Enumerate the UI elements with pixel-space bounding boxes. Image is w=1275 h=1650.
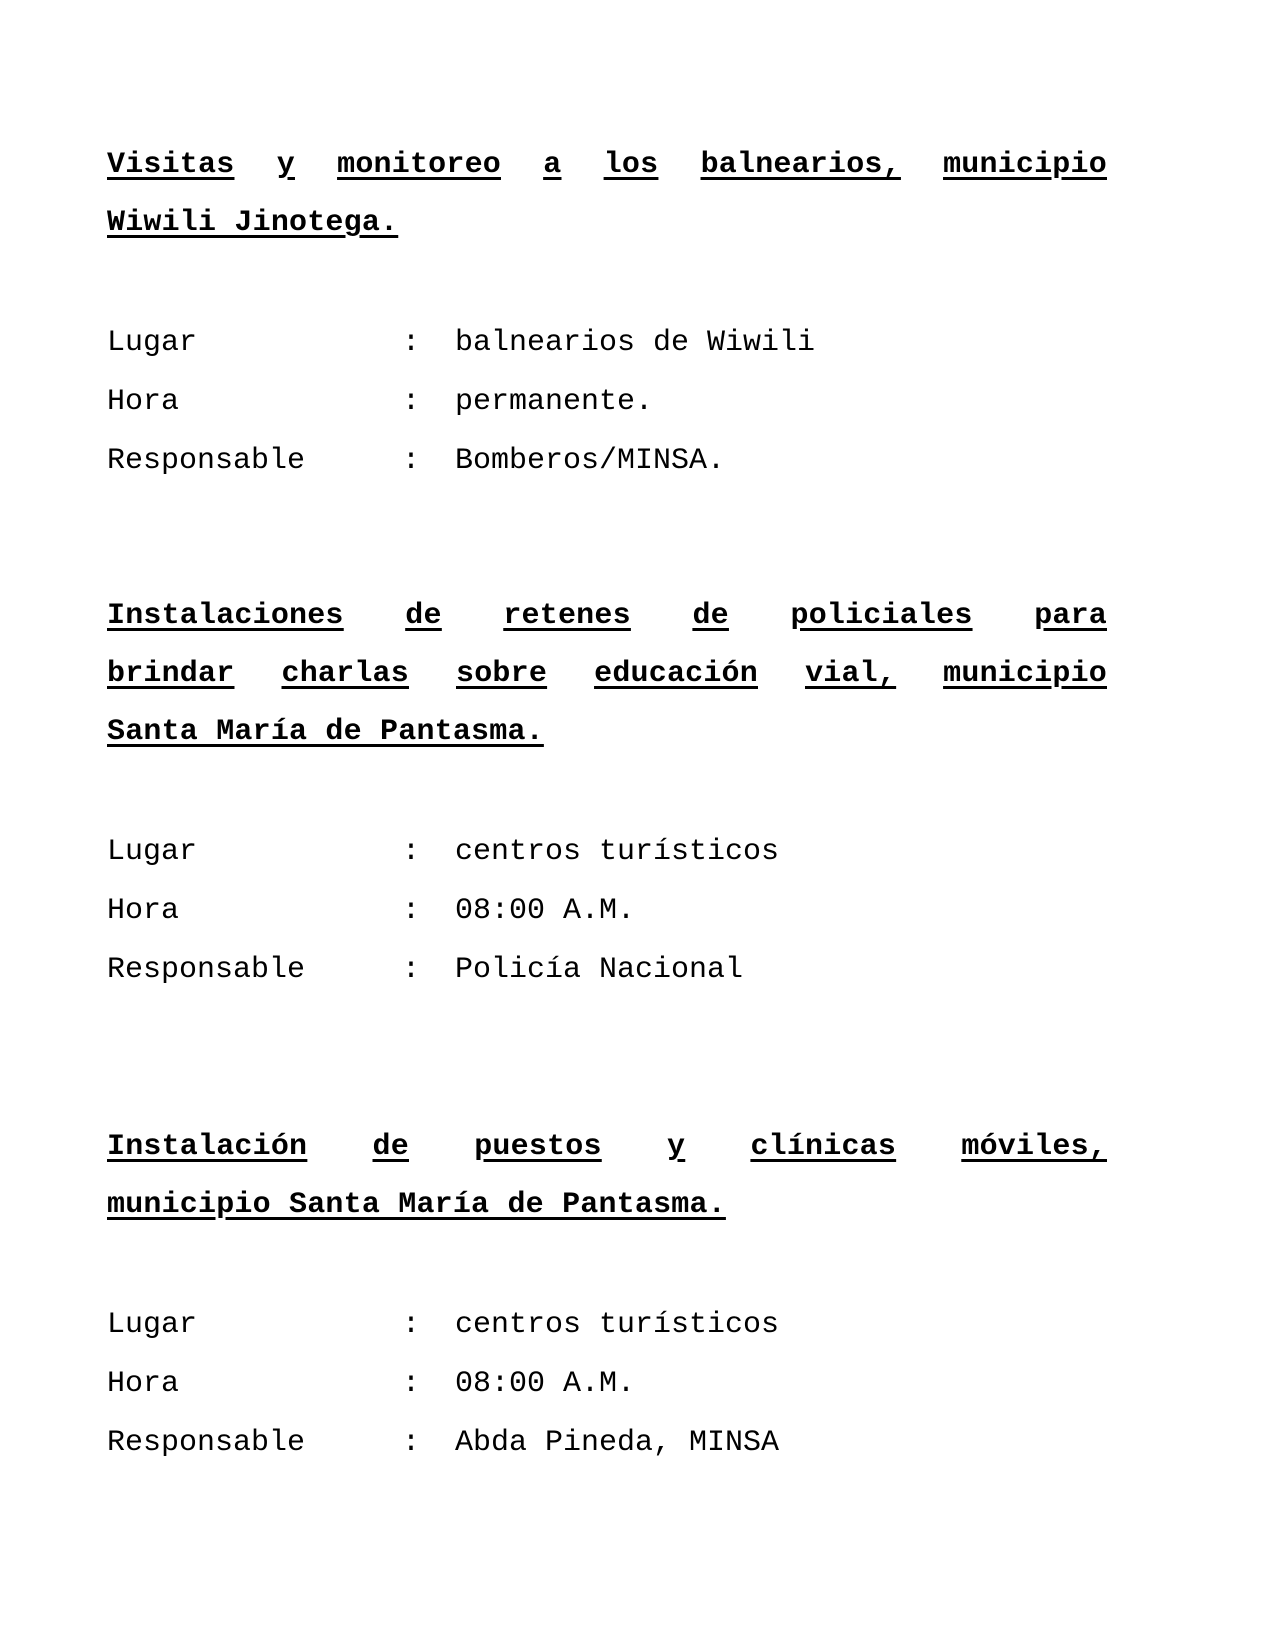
detail-value: balnearios de Wiwili	[455, 326, 816, 360]
detail-label: Hora	[107, 385, 180, 419]
detail-row	[107, 314, 1107, 373]
spacer	[107, 491, 1107, 587]
heading-line	[107, 136, 1107, 194]
heading-word: y	[276, 148, 295, 182]
spacer	[107, 1000, 1107, 1118]
heading-word: a	[543, 148, 562, 182]
detail-colon: :	[402, 1367, 421, 1401]
heading-word: municipio	[943, 657, 1107, 691]
heading-word: vial,	[805, 657, 897, 691]
detail-colon: :	[402, 1426, 421, 1460]
heading-word: monitoreo	[337, 148, 501, 182]
detail-row	[107, 941, 1107, 1000]
detail-label: Responsable	[107, 444, 306, 478]
heading-word: los	[603, 148, 659, 182]
detail-colon: :	[402, 1308, 421, 1342]
detail-label: Lugar	[107, 835, 198, 869]
detail-row	[107, 432, 1107, 491]
heading-word: para	[1034, 599, 1107, 633]
detail-label: Responsable	[107, 953, 306, 987]
detail-value: 08:00 A.M.	[455, 894, 636, 928]
detail-block	[107, 314, 1107, 491]
heading-word: charlas	[281, 657, 409, 691]
heading-word: de	[692, 599, 729, 633]
detail-block	[107, 823, 1107, 1000]
detail-label: Responsable	[107, 1426, 306, 1460]
detail-row	[107, 823, 1107, 882]
detail-row	[107, 1355, 1107, 1414]
section-heading	[107, 136, 1107, 252]
section-heading	[107, 587, 1107, 761]
detail-colon: :	[402, 326, 421, 360]
heading-word: puestos	[474, 1130, 602, 1164]
detail-colon: :	[402, 385, 421, 419]
heading-word: y	[666, 1130, 686, 1164]
heading-line: Santa María de Pantasma.	[107, 715, 544, 749]
detail-row	[107, 882, 1107, 941]
heading-word: de	[372, 1130, 409, 1164]
detail-value: centros turísticos	[455, 835, 780, 869]
heading-word: brindar	[107, 657, 235, 691]
heading-word: Instalaciones	[107, 599, 344, 633]
heading-word: clínicas	[750, 1130, 897, 1164]
spacer	[107, 252, 1107, 314]
detail-value: centros turísticos	[455, 1308, 780, 1342]
detail-value: Policía Nacional	[455, 953, 744, 987]
detail-label: Hora	[107, 894, 180, 928]
detail-block	[107, 1296, 1107, 1473]
heading-word: educación	[594, 657, 758, 691]
detail-label: Lugar	[107, 1308, 198, 1342]
detail-colon: :	[402, 894, 421, 928]
spacer	[107, 761, 1107, 823]
heading-word: Visitas	[107, 148, 235, 182]
section-heading	[107, 1118, 1107, 1234]
detail-value: permanente.	[455, 385, 654, 419]
detail-value: Abda Pineda, MINSA	[455, 1426, 780, 1460]
detail-row	[107, 1296, 1107, 1355]
detail-label: Lugar	[107, 326, 198, 360]
detail-row	[107, 1414, 1107, 1473]
detail-value: Bomberos/MINSA.	[455, 444, 726, 478]
document-body	[107, 136, 1107, 1473]
detail-colon: :	[402, 953, 421, 987]
detail-value: 08:00 A.M.	[455, 1367, 636, 1401]
heading-word: retenes	[503, 599, 631, 633]
spacer	[107, 1234, 1107, 1296]
detail-colon: :	[402, 835, 421, 869]
heading-word: de	[405, 599, 442, 633]
heading-line	[107, 645, 1107, 703]
heading-word: móviles,	[961, 1130, 1107, 1164]
heading-word: policiales	[790, 599, 973, 633]
heading-word: sobre	[456, 657, 548, 691]
heading-line	[107, 587, 1107, 645]
heading-line: Wiwili Jinotega.	[107, 206, 399, 240]
heading-word: municipio	[943, 148, 1107, 182]
heading-word: balnearios,	[700, 148, 901, 182]
detail-label: Hora	[107, 1367, 180, 1401]
detail-row	[107, 373, 1107, 432]
heading-line: municipio Santa María de Pantasma.	[107, 1188, 726, 1222]
heading-line	[107, 1118, 1107, 1176]
detail-colon: :	[402, 444, 421, 478]
heading-word: Instalación	[107, 1130, 308, 1164]
